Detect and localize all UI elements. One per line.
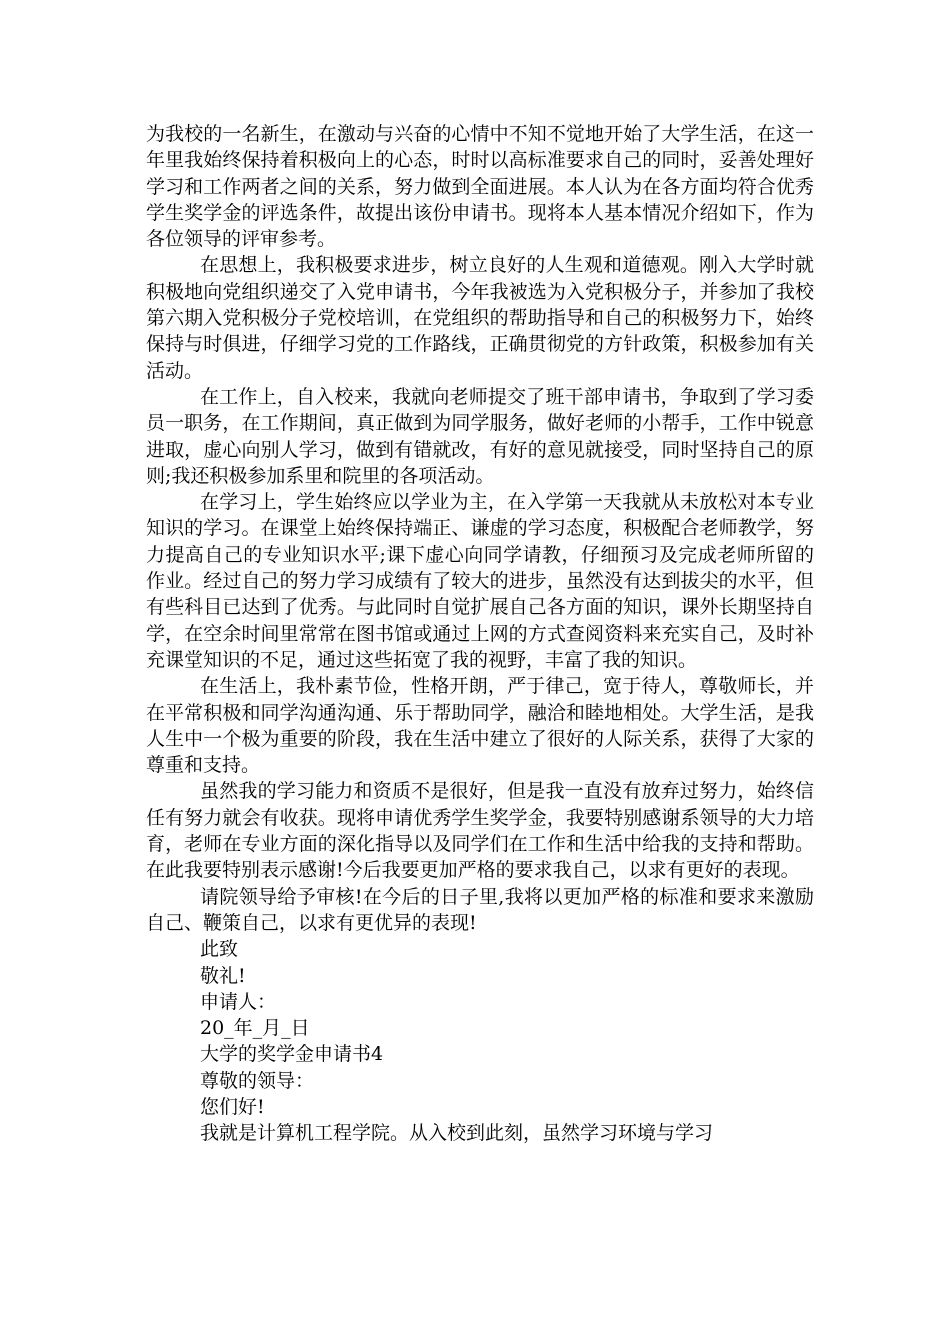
paragraph-study: 在学习上，学生始终应以学业为主，在入学第一天我就从未放松对本专业知识的学习。在课堂上始终保持端正、谦虚的学习态度，积极配合老师教学，努力提高自己的专业知识水平;课下虚心向同学请教，仔细预习及完成老师所留的作业。经过自己的努力学习成绩有了较大的进步，虽然没有达到拔尖的水平，但有些科目已达到了优秀。与此同时自觉扩展自己各方面的知识，课外长期坚持自学，在空余时间里常常在图书馆或通过上网的方式查阅资料来充实自己，及时补充课堂知识的不足，通过这些拓宽了我的视野，丰富了我的知识。	[146, 491, 814, 671]
paragraph-intro: 为我校的一名新生，在激动与兴奋的心情中不知不觉地开始了大学生活，在这一年里我始终保持着积极向上的心态，时时以高标准要求自己的同时，妥善处理好学习和工作两者之间的关系，努力做到全面进展。本人认为在各方面均符合优秀学生奖学金的评选条件，故提出该份申请书。现将本人基本情况介绍如下，作为各位领导的评审参考。	[146, 123, 814, 251]
paragraph-life: 在生活上，我朴素节俭，性格开朗，严于律己，宽于待人，尊敬师长，并在平常积极和同学沟通沟通、乐于帮助同学，融洽和睦地相处。大学生活，是我人生中一个极为重要的阶段，我在生活中建立了很好的人际关系，获得了大家的尊重和支持。	[146, 675, 814, 777]
greeting-line: 尊敬的领导：	[200, 1069, 315, 1092]
paragraph-request: 请院领导给予审核!在今后的日子里,我将以更加严格的标准和要求来激励自己、鞭策自己，以求有更优异的表现!	[146, 885, 814, 934]
document-page	[146, 121, 814, 1147]
section-heading: 大学的奖学金申请书4	[200, 1043, 384, 1066]
closing-regards: 敬礼!	[200, 964, 246, 987]
body-start-line: 我就是计算机工程学院。从入校到此刻，虽然学习环境与学习	[200, 1122, 714, 1145]
hello-line: 您们好!	[200, 1095, 265, 1118]
paragraph-thanks: 虽然我的学习能力和资质不是很好，但是我一直没有放弃过努力，始终信任有努力就会有收获。现将申请优秀学生奖学金，我要特别感谢系领导的大力培育，老师在专业方面的深化指导以及同学们在工作和生活中给我的支持和帮助。在此我要特别表示感谢!今后我要更加严格的要求我自己，以求有更好的表现。	[146, 780, 814, 882]
paragraph-ideology: 在思想上，我积极要求进步，树立良好的人生观和道德观。刚入大学时就积极地向党组织递交了入党申请书，今年我被选为入党积极分子，并参加了我校第六期入党积极分子党校培训，在党组织的帮助指导和自己的积极努力下，始终保持与时俱进，仔细学习党的工作路线，正确贯彻党的方针政策，积极参加有关活动。	[146, 254, 814, 382]
date-line: 20_年_月_日	[200, 1017, 310, 1040]
closing-salutation: 此致	[200, 938, 239, 961]
applicant-label: 申请人：	[200, 990, 277, 1013]
paragraph-work: 在工作上，自入校来，我就向老师提交了班干部申请书，争取到了学习委员一职务，在工作期间，真正做到为同学服务，做好老师的小帮手，工作中锐意进取，虚心向别人学习，做到有错就改，有好的意见就接受，同时坚持自己的原则;我还积极参加系里和院里的各项活动。	[146, 385, 814, 487]
